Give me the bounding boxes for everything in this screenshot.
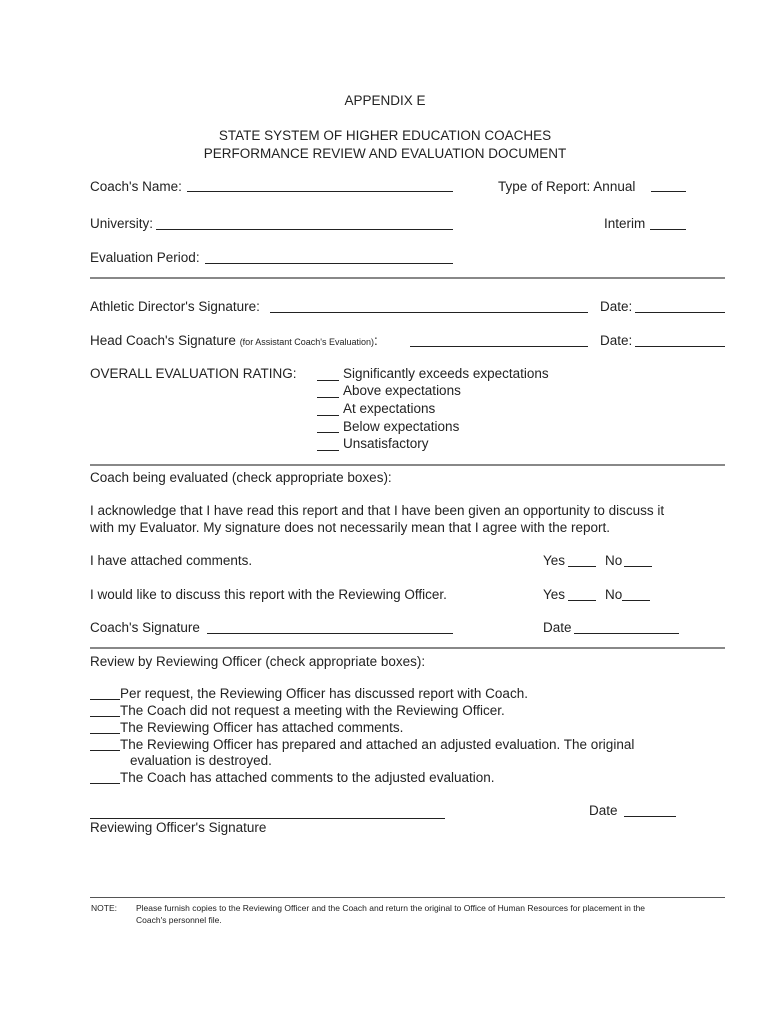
- review-checkbox-3[interactable]: [90, 733, 120, 734]
- appendix-label: APPENDIX E: [344, 93, 426, 108]
- note-text-line2: Coach's personnel file.: [136, 915, 222, 925]
- head-coach-date-field[interactable]: [635, 346, 725, 347]
- head-coach-signature-field[interactable]: [410, 346, 588, 347]
- acknowledgement-line2: with my Evaluator. My signature does not necessarily mean that I agree with the report.: [90, 520, 611, 535]
- discuss-yes-field[interactable]: [568, 600, 596, 601]
- review-option: The Reviewing Officer has attached comments.: [120, 720, 404, 735]
- ad-signature-field[interactable]: [270, 312, 588, 313]
- discuss-no-label: No: [605, 587, 623, 602]
- review-option-continuation: evaluation is destroyed.: [130, 753, 272, 768]
- note-text-line1: Please furnish copies to the Reviewing Officer and the Coach and return the original to Office of Human Resources for placement in the: [136, 903, 646, 913]
- discuss-report-label: I would like to discuss this report with the Reviewing Officer.: [90, 587, 447, 602]
- divider: [90, 277, 725, 279]
- coach-signature-field[interactable]: [207, 633, 453, 634]
- rating-option: Below expectations: [343, 419, 460, 434]
- colon: :: [373, 333, 378, 348]
- university-field[interactable]: [156, 229, 453, 230]
- review-checkbox-4[interactable]: [90, 750, 120, 751]
- document-title-line2: PERFORMANCE REVIEW AND EVALUATION DOCUMENT: [203, 146, 567, 161]
- document-title-line1: STATE SYSTEM OF HIGHER EDUCATION COACHES: [218, 128, 552, 143]
- attached-yes-field[interactable]: [568, 566, 596, 567]
- head-coach-date-label: Date:: [600, 333, 633, 348]
- ad-date-field[interactable]: [635, 312, 725, 313]
- ad-date-label: Date:: [600, 299, 633, 314]
- rating-option: At expectations: [343, 401, 436, 416]
- rating-checkbox-5[interactable]: [317, 450, 339, 451]
- review-checkbox-2[interactable]: [90, 716, 120, 717]
- attached-no-field[interactable]: [624, 566, 652, 567]
- divider: [90, 464, 725, 466]
- review-option: The Coach has attached comments to the adjusted evaluation.: [120, 770, 495, 785]
- attached-yes-label: Yes: [543, 553, 566, 568]
- evaluation-period-label: Evaluation Period:: [90, 250, 200, 265]
- coach-name-field[interactable]: [187, 191, 453, 192]
- coach-section-heading: Coach being evaluated (check appropriate boxes):: [90, 470, 392, 485]
- coach-date-label: Date: [543, 620, 572, 635]
- interim-field[interactable]: [650, 229, 686, 230]
- ad-signature-label: Athletic Director's Signature:: [90, 299, 260, 314]
- attached-comments-label: I have attached comments.: [90, 553, 253, 568]
- rating-option: Above expectations: [343, 383, 461, 398]
- review-option: The Coach did not request a meeting with the Reviewing Officer.: [120, 703, 505, 718]
- coach-date-field[interactable]: [574, 633, 679, 634]
- rating-checkbox-2[interactable]: [317, 397, 339, 398]
- review-option: The Reviewing Officer has prepared and attached an adjusted evaluation. The original: [120, 737, 635, 752]
- divider: [90, 647, 725, 649]
- review-option: Per request, the Reviewing Officer has discussed report with Coach.: [120, 686, 528, 701]
- discuss-no-field[interactable]: [622, 600, 650, 601]
- rating-checkbox-1[interactable]: [317, 380, 339, 381]
- head-coach-signature-label: [90, 333, 378, 348]
- head-coach-signature-note: (for Assistant Coach's Evaluation): [239, 337, 374, 347]
- coach-signature-label: Coach's Signature: [90, 620, 200, 635]
- reviewing-date-field[interactable]: [624, 816, 676, 817]
- note-label: NOTE:: [91, 903, 117, 913]
- review-checkbox-5[interactable]: [90, 783, 120, 784]
- divider: [90, 897, 725, 898]
- attached-no-label: No: [605, 553, 623, 568]
- rating-option: Unsatisfactory: [343, 436, 429, 451]
- overall-rating-label: OVERALL EVALUATION RATING:: [90, 366, 297, 381]
- rating-option: Significantly exceeds expectations: [343, 366, 549, 381]
- reviewing-officer-signature-label: Reviewing Officer's Signature: [90, 820, 267, 835]
- acknowledgement-line1: I acknowledge that I have read this report and that I have been given an opportunity to discuss it: [90, 503, 665, 518]
- reviewing-officer-signature-field[interactable]: [90, 818, 445, 819]
- rating-checkbox-4[interactable]: [317, 432, 339, 433]
- type-of-report-label: Type of Report: Annual: [498, 179, 636, 194]
- interim-label: Interim: [604, 216, 646, 231]
- review-checkbox-1[interactable]: [90, 699, 120, 700]
- rating-checkbox-3[interactable]: [317, 415, 339, 416]
- evaluation-period-field[interactable]: [205, 263, 453, 264]
- review-section-heading: Review by Reviewing Officer (check appropriate boxes):: [90, 654, 426, 669]
- discuss-yes-label: Yes: [543, 587, 566, 602]
- head-coach-signature-text: Head Coach's Signature: [90, 333, 236, 348]
- reviewing-date-label: Date: [589, 803, 618, 818]
- university-label: University:: [90, 216, 154, 231]
- annual-field[interactable]: [651, 191, 686, 192]
- coach-name-label: Coach's Name:: [90, 179, 182, 194]
